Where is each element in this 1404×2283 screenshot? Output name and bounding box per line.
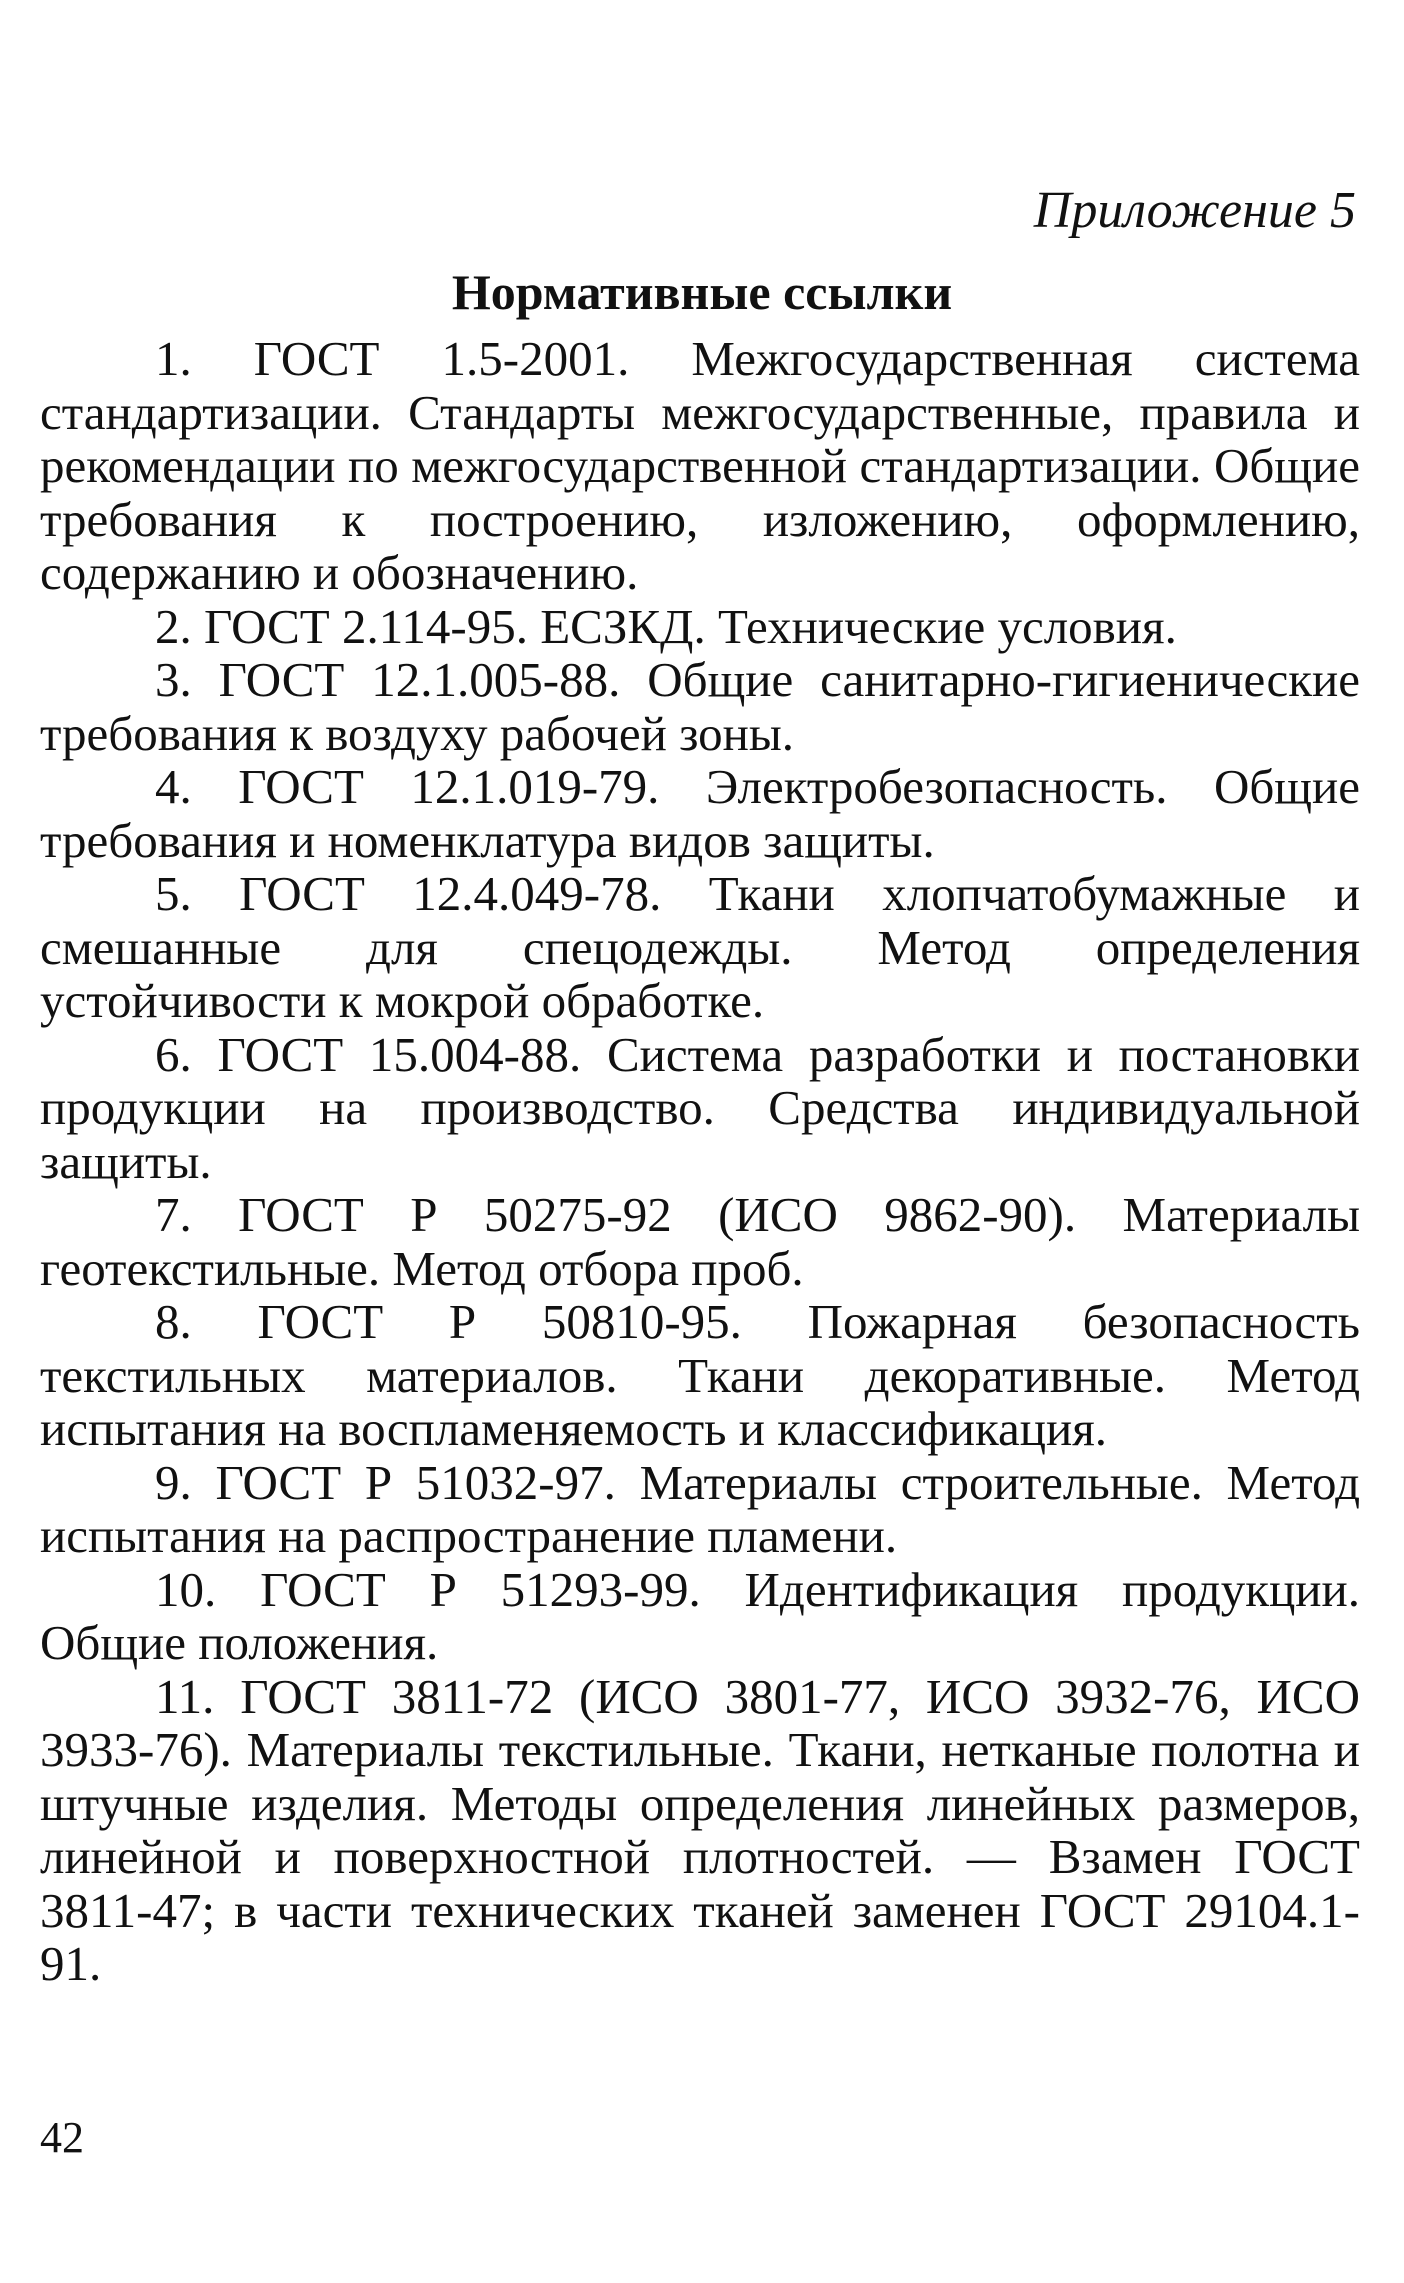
references-list xyxy=(40,332,1360,1991)
reference-item: 10. ГОСТ Р 51293-99. Идентификация продукции. Общие положения. xyxy=(40,1561,1360,1670)
reference-item: 4. ГОСТ 12.1.019-79. Электробезопасность. Общие требования и номенклатура видов защиты. xyxy=(40,759,1360,868)
appendix-label: Приложение 5 xyxy=(1033,182,1356,239)
reference-item: 6. ГОСТ 15.004-88. Система разработки и постановки продукции на производство. Средства индивидуальной защиты. xyxy=(40,1026,1360,1189)
reference-item: 1. ГОСТ 1.5-2001. Межгосударственная система стандартизации. Стандарты межгосударственные, правила и рекомендации по межгосударственной стандартизации. Общие требования к построению, изложению, оформлению, содержанию и обозначению. xyxy=(40,331,1360,600)
page-number: 42 xyxy=(40,2113,84,2162)
reference-item: 8. ГОСТ Р 50810-95. Пожарная безопасность текстильных материалов. Ткани декоративные. Метод испытания на воспламеняемость и классификация. xyxy=(40,1294,1360,1456)
reference-item: 5. ГОСТ 12.4.049-78. Ткани хлопчатобумажные и смешанные для спецодежды. Метод определения устойчивости к мокрой обработке. xyxy=(40,866,1360,1028)
reference-item: 9. ГОСТ Р 51032-97. Материалы строительные. Метод испытания на распространение пламени. xyxy=(40,1454,1360,1563)
reference-item: 11. ГОСТ 3811-72 (ИСО 3801-77, ИСО 3932-76, ИСО 3933-76). Материалы текстильные. Ткани, нетканые полотна и штучные изделия. Методы определения линейных размеров, линейной и поверхностной плотностей. — Взамен ГОСТ 3811-47; в части технических тканей заменен ГОСТ 29104.1-91. xyxy=(40,1668,1360,1991)
section-title: Нормативные ссылки xyxy=(451,264,953,320)
reference-item: 3. ГОСТ 12.1.005-88. Общие санитарно-гигиенические требования к воздуху рабочей зоны. xyxy=(40,652,1360,761)
reference-item: 2. ГОСТ 2.114-95. ЕСЗКД. Технические условия. xyxy=(155,598,1177,654)
reference-item: 7. ГОСТ Р 50275-92 (ИСО 9862-90). Материалы геотекстильные. Метод отбора проб. xyxy=(40,1187,1360,1296)
